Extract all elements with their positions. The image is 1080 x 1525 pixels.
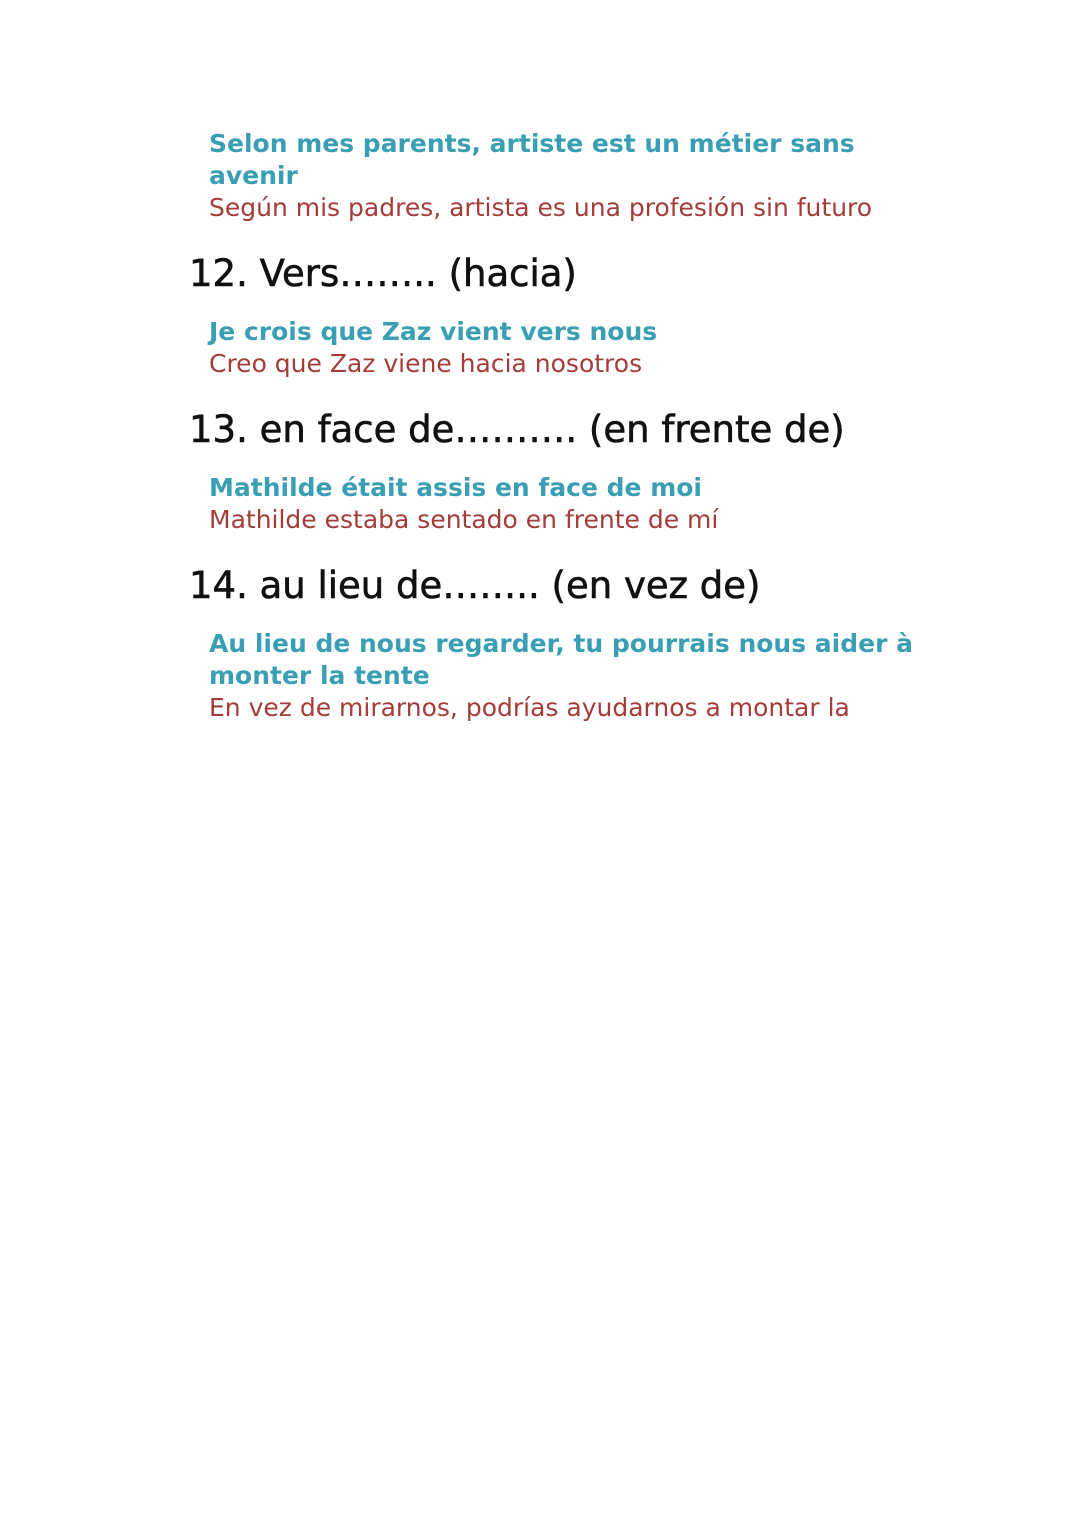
section-heading-14: 14. au lieu de…….. (en vez de) [189,564,761,607]
section-heading-12: 12. Vers…….. (hacia) [189,252,577,295]
french-sentence: Je crois que Zaz vient vers nous [209,317,658,346]
example-block [209,316,929,380]
spanish-translation: Creo que Zaz viene hacia nosotros [209,349,643,378]
spanish-translation: En vez de mirarnos, podrías ayudarnos a montar la [209,693,850,722]
french-sentence: Selon mes parents, artiste est un métier sans avenir [209,129,855,190]
spanish-translation: Mathilde estaba sentado en frente de mí [209,505,719,534]
section-heading-13: 13. en face de………. (en frente de) [189,408,845,451]
french-sentence: Au lieu de nous regarder, tu pourrais nous aider à monter la tente [209,629,913,690]
example-block [209,628,929,724]
french-sentence: Mathilde était assis en face de moi [209,473,703,502]
document-content [0,128,1080,724]
example-block [209,128,929,224]
spanish-translation: Según mis padres, artista es una profesión sin futuro [209,193,873,222]
example-block [209,472,929,536]
